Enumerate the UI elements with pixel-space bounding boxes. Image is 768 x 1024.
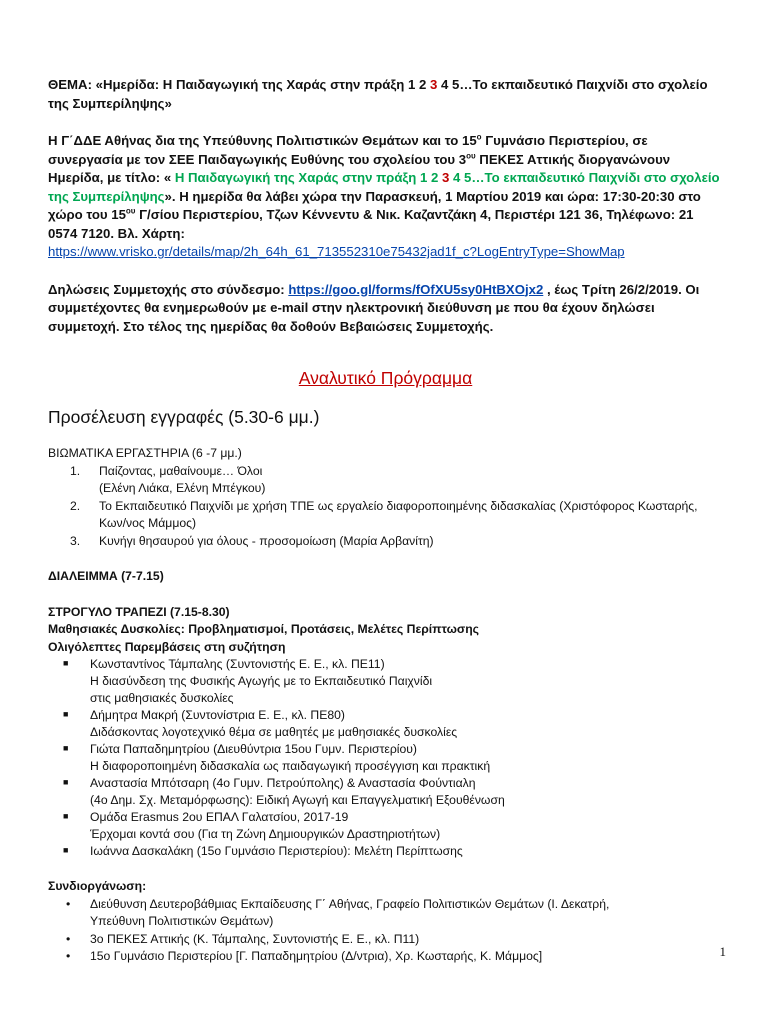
topic: Η διαφοροποιημένη διδασκαλία ως παιδαγωγική προσέγγιση και πρακτική — [90, 759, 491, 773]
intro-paragraph — [48, 132, 723, 262]
square-bullet-icon: ■ — [63, 658, 69, 668]
intro-text-2: Γυμνάσιο Περιστερίου, σε συνεργασία με τον ΣΕΕ Παιδαγωγικής Ευθύνης του σχολείου του 3 — [48, 133, 648, 167]
green-title-a: Η Παιδαγωγική της Χαράς στην πράξη 1 2 — [174, 170, 443, 185]
round-bullet-icon: • — [66, 896, 71, 911]
organizer: 3ο ΠΕΚΕΣ Αττικής (Κ. Τάμπαλης, Συντονιστής Ε. Ε., κλ. Π11) — [90, 931, 420, 946]
intro-text-1: Η Γ΄ΔΔΕ Αθήνας δια της Υπεύθυνης Πολιτιστικών Θεμάτων και το 15 — [48, 133, 477, 148]
workshops-list — [48, 463, 723, 551]
list-number: 1. — [70, 463, 81, 478]
program-title: Αναλυτικό Πρόγραμμα — [298, 368, 473, 388]
speaker: Κωνσταντίνος Τάμπαλης (Συντονιστής Ε. Ε., κλ. ΠΕ11) — [90, 657, 385, 671]
topic-continued: στις μαθησιακές δυσκολίες — [90, 691, 234, 705]
workshop-item — [48, 498, 723, 533]
coorganization-heading: Συνδιοργάνωση: — [48, 879, 147, 893]
topic: Έρχομαι κοντά σου (Για τη Ζώνη Δημιουργικών Δραστηριοτήτων) — [90, 827, 441, 841]
square-bullet-icon: ■ — [63, 845, 69, 855]
list-item — [48, 948, 723, 966]
speaker: Ιωάννα Δασκαλάκη (15ο Γυμνάσιο Περιστερίου): Μελέτη Περίπτωσης — [90, 844, 463, 858]
roundtable-heading: ΣΤΡΟΓΥΛΟ ΤΡΑΠΕΖΙ (7.15-8.30) — [48, 604, 230, 619]
coorganization-list — [48, 896, 723, 966]
registration-paragraph — [48, 281, 723, 337]
document-body — [48, 76, 723, 966]
square-bullet-icon: ■ — [63, 777, 69, 787]
list-item — [48, 809, 723, 843]
registration-text-1: Δηλώσεις Συμμετοχής στο σύνδεσμο: — [48, 281, 289, 297]
list-item — [48, 931, 723, 949]
list-number: 2. — [70, 498, 81, 513]
theme-suffix: 4 5…Το εκπαιδευτικό Παιχνίδι στο σχολείο της Συμπερίληψης» — [48, 77, 708, 111]
speaker: Ομάδα Erasmus 2ου ΕΠΑΛ Γαλατσίου, 2017-19 — [90, 810, 349, 824]
roundtable-list — [48, 656, 723, 860]
workshop-title: Κυνήγι θησαυρού για όλους - προσομοίωση (Μαρία Αρβανίτη) — [99, 533, 434, 548]
registration-text-2: , έως Τρίτη 26/2/2019. Οι συμμετέχοντες θα ενημερωθούν με e-mail στην ηλεκτρονική διεύθυνση με που θα έχουν δηλώσει συμμετοχή. Στο τέλος της ημερίδας θα δοθούν Βεβαιώσεις Συμμετοχής. — [48, 281, 700, 334]
workshop-item — [48, 533, 723, 551]
intro-sup-3: ου — [125, 206, 136, 216]
break-heading: ΔΙΑΛΕΙΜΜΑ (7-7.15) — [48, 569, 164, 583]
registration-form-link[interactable]: https://goo.gl/forms/fOfXU5sy0HtBXOjx2 — [288, 281, 544, 297]
page-number: 1 — [719, 944, 726, 959]
list-number: 3. — [70, 533, 81, 548]
map-link[interactable]: https://www.vrisko.gr/details/map/2h_64h_61_713552310e75432jad1f_c?LogEntryType=ShowMap — [48, 244, 625, 259]
organizer-continued: Υπεύθυνη Πολιτιστικών Θεμάτων) — [90, 914, 274, 928]
intro-text-5: Γ/σίου Περιστερίου, Τζων Κέννεντυ & Νικ. Καζαντζάκη 4, Περιστέρι 121 36, Τηλέφωνο: 21 0574 7120. Βλ. Χάρτη: — [48, 207, 694, 241]
roundtable-interventions-heading: Ολιγόλεπτες Παρεμβάσεις στη συζήτηση — [48, 639, 286, 654]
workshop-item — [48, 463, 723, 498]
topic: (4ο Δημ. Σχ. Μεταμόρφωσης): Ειδική Αγωγή και Επαγγελματική Εξουθένωση — [90, 793, 505, 807]
workshop-title: Το Εκπαιδευτικό Παιχνίδι με χρήση ΤΠΕ ως εργαλείο διαφοροποιημένης διδασκαλίας (Χριστόφορος Κωσταρής, Κων/νος Μάμμος) — [99, 498, 698, 530]
intro-text-3: ΠΕΚΕΣ Αττικής διοργανώνουν Ημερίδα, με τίτλο: « — [48, 151, 671, 185]
list-item — [48, 656, 723, 707]
list-item — [48, 896, 723, 931]
topic: Η διασύνδεση της Φυσικής Αγωγής με το Εκπαιδευτικό Παιχνίδι — [90, 674, 433, 688]
workshop-authors: (Ελένη Λιάκα, Ελένη Μπέγκου) — [99, 481, 266, 495]
workshop-title: Παίζοντας, μαθαίνουμε… Όλοι — [99, 463, 263, 478]
list-item — [48, 741, 723, 775]
theme-prefix: ΘΕΜΑ: «Ημερίδα: Η Παιδαγωγική της Χαράς στην πράξη 1 2 — [48, 77, 430, 92]
workshops-heading: ΒΙΩΜΑΤΙΚΑ ΕΡΓΑΣΤΗΡΙΑ (6 -7 μμ.) — [48, 446, 242, 460]
speaker: Αναστασία Μπότσαρη (4ο Γυμν. Πετρούπολης) & Αναστασία Φούντιαλη — [90, 776, 476, 790]
arrival-heading: Προσέλευση εγγραφές (5.30-6 μμ.) — [48, 407, 320, 427]
list-item — [48, 707, 723, 741]
theme-red-three: 3 — [429, 77, 438, 92]
square-bullet-icon: ■ — [63, 743, 69, 753]
intro-sup-2: ου — [466, 151, 476, 161]
organizer: Διεύθυνση Δευτεροβάθμιας Εκπαίδευσης Γ΄ Αθήνας, Γραφείο Πολιτιστικών Θεμάτων (Ι. Δεκατρή, — [90, 896, 610, 911]
topic: Διδάσκοντας λογοτεχνικό θέμα σε μαθητές με μαθησιακές δυσκολίες — [90, 725, 458, 739]
square-bullet-icon: ■ — [63, 811, 69, 821]
square-bullet-icon: ■ — [63, 709, 69, 719]
theme-line — [48, 76, 723, 113]
round-bullet-icon: • — [66, 931, 71, 946]
intro-sup-1: ο — [476, 132, 482, 142]
roundtable-subheading: Μαθησιακές Δυσκολίες: Προβληματισμοί, Προτάσεις, Μελέτες Περίπτωσης — [48, 622, 480, 636]
green-title-b: 4 5…Το εκπαιδευτικό Παιχνίδι στο σχολείο της Συμπερίληψης — [48, 170, 720, 204]
speaker: Δήμητρα Μακρή (Συντονίστρια Ε. Ε., κλ. ΠΕ80) — [90, 708, 345, 722]
organizer: 15ο Γυμνάσιο Περιστερίου [Γ. Παπαδημητρίου (Δ/ντρια), Χρ. Κωσταρής, Κ. Μάμμος] — [90, 949, 543, 963]
round-bullet-icon: • — [66, 949, 71, 963]
list-item — [48, 843, 723, 860]
intro-text-4: ». Η ημερίδα θα λάβει χώρα την Παρασκευή, 1 Μαρτίου 2019 και ώρα: 17:30-20:30 στο χώρο του 15 — [48, 188, 701, 222]
speaker: Γιώτα Παπαδημητρίου (Διευθύντρια 15ου Γυμν. Περιστερίου) — [90, 742, 417, 756]
list-item — [48, 775, 723, 809]
green-title-red-three: 3 — [442, 170, 450, 185]
